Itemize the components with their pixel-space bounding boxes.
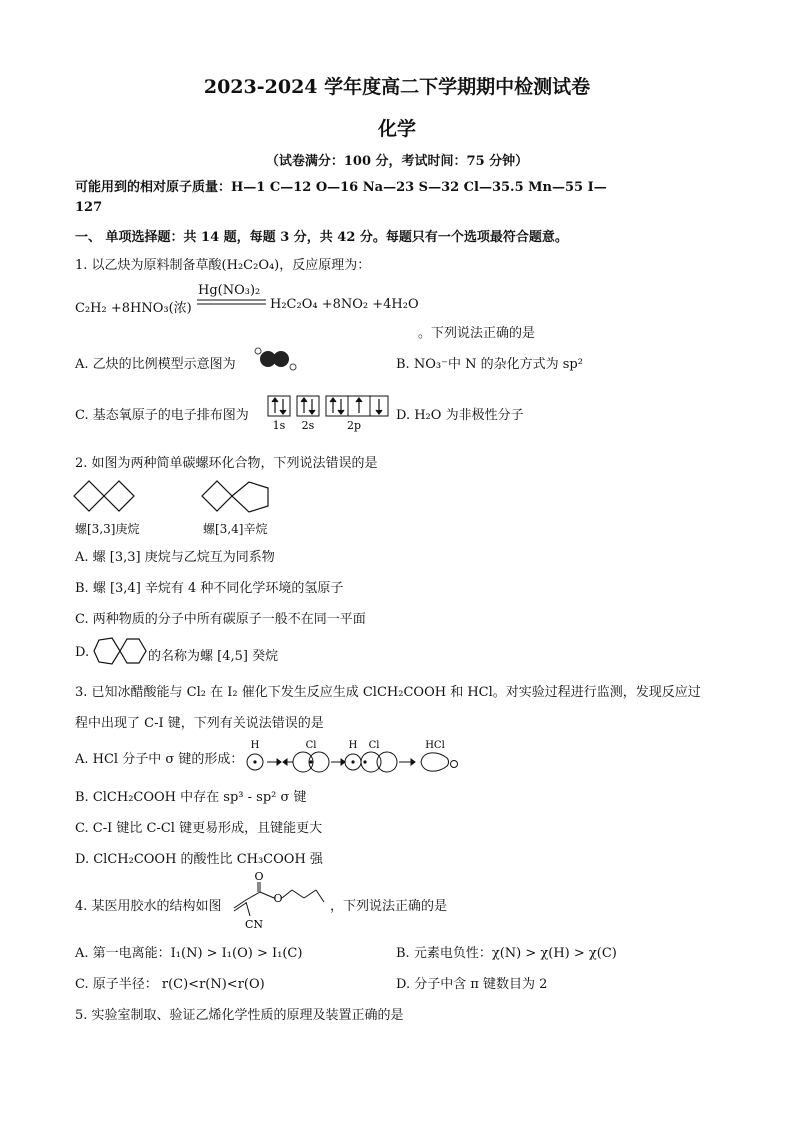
q2-option-a: A. 螺 [3,3] 庚烷与乙烷互为同系物: [75, 550, 275, 565]
q4-stem-suffix: ，下列说法正确的是: [330, 899, 448, 914]
orbital-label-2p: 2p: [346, 419, 362, 432]
diagram-label-cl2: Cl: [368, 740, 380, 751]
q4-option-d: D. 分子中含 π 键数目为 2: [396, 977, 548, 992]
q3-stem-line1: 3. 已知冰醋酸能与 Cl₂ 在 I₂ 催化下发生反应生成 ClCH₂COOH 和 HCl。对实验过程进行监测，发现反应过: [75, 685, 701, 700]
q1-option-b-text: 中 N 的杂化方式为 sp²: [447, 357, 583, 372]
q1-option-b: [396, 353, 583, 372]
q1-option-c: C. 基态氧原子的电子排布图为: [75, 408, 249, 423]
spiro-heptane-structure: [72, 478, 136, 516]
diagram-label-h2: H: [348, 740, 358, 751]
diagram-label-cl: Cl: [305, 740, 317, 751]
spiro-decane-structure: [92, 636, 148, 666]
nitrate-ion: NO₃⁻: [413, 357, 448, 372]
q3-option-d: D. ClCH₂COOH 的酸性比 CH₃COOH 强: [75, 852, 323, 867]
sigma-bond-diagram: [243, 738, 463, 778]
exam-info: （试卷满分：100 分，考试时间：75 分钟）: [265, 154, 529, 169]
atomic-mass-line: 可能用到的相对原子质量：H—1 C—12 O—16 Na—23 S—32 Cl—35.5 Mn—55 I—: [75, 180, 607, 195]
q2-option-c: C. 两种物质的分子中所有碳原子一般不在同一平面: [75, 612, 366, 627]
q1-stem: 1. 以乙炔为原料制备草酸(H₂C₂O₄)，反应原理为：: [75, 258, 371, 273]
q1-equation-right: H₂C₂O₄ +8NO₂ +4H₂O: [270, 297, 419, 312]
q5-stem: 5. 实验室制取、验证乙烯化学性质的原理及装置正确的是: [75, 1008, 404, 1023]
spiro-heptane-label: 螺[3,3]庚烷: [75, 522, 140, 536]
q3-stem-line2: 程中出现了 C-I 键，下列有关说法错误的是: [75, 716, 324, 731]
q2-stem: 2. 如图为两种简单碳螺环化合物，下列说法错误的是: [75, 456, 378, 471]
q4-option-c: C. 原子半径： r(C)<r(N)<r(O): [75, 977, 265, 992]
q3-option-a: A. HCl 分子中 σ 键的形成：: [75, 752, 244, 767]
q4-stem-prefix: 4. 某医用胶水的结构如图: [75, 899, 222, 914]
oxygen-orbital-diagram: [266, 394, 390, 432]
subject-title: 化学: [377, 118, 416, 140]
q4-option-b: B. 元素电负性：χ(N) > χ(H) > χ(C): [396, 946, 617, 961]
q1-option-d: D. H₂O 为非极性分子: [396, 408, 524, 423]
q4-option-a: A. 第一电离能：I₁(N) > I₁(O) > I₁(C): [75, 946, 303, 961]
atomic-mass-line-cont: 127: [75, 200, 103, 215]
q1-tail: 。下列说法正确的是: [418, 326, 536, 341]
q1-equation-left: C₂H₂ +8HNO₃(浓): [75, 301, 192, 316]
q2-option-d-text: 的名称为螺 [4,5] 癸烷: [148, 649, 279, 664]
orbital-label-2s: 2s: [301, 419, 315, 432]
q1-option-b-prefix: B.: [396, 357, 414, 372]
orbital-label-1s: 1s: [272, 419, 286, 432]
medical-glue-structure: [232, 870, 326, 932]
q2-option-d-prefix: D.: [75, 645, 90, 660]
q1-option-a: A. 乙炔的比例模型示意图为: [75, 357, 236, 372]
q2-option-b: B. 螺 [3,4] 辛烷有 4 种不同化学环境的氢原子: [75, 581, 344, 596]
glue-label-cn: CN: [244, 918, 264, 931]
glue-label-o1: O: [254, 870, 264, 883]
equals-arrow-icon: [196, 297, 268, 307]
acetylene-model-icon: [250, 344, 300, 374]
glue-label-o2: O: [273, 892, 283, 905]
exam-title: 2023-2024 学年度高二下学期期中检测试卷: [203, 76, 591, 98]
q3-option-c: C. C-I 键比 C-Cl 键更易形成，且键能更大: [75, 821, 323, 836]
section-heading: 一、 单项选择题：共 14 题，每题 3 分，共 42 分。每题只有一个选项最符合题意。: [75, 230, 568, 245]
spiro-octane-structure: [200, 478, 272, 518]
diagram-label-hcl: HCl: [425, 740, 445, 751]
q3-option-b: B. ClCH₂COOH 中存在 sp³ - sp² σ 键: [75, 790, 307, 805]
spiro-octane-label: 螺[3,4]辛烷: [203, 522, 268, 536]
diagram-label-h: H: [250, 740, 260, 751]
q1-catalyst: Hg(NO₃)₂: [198, 283, 261, 298]
